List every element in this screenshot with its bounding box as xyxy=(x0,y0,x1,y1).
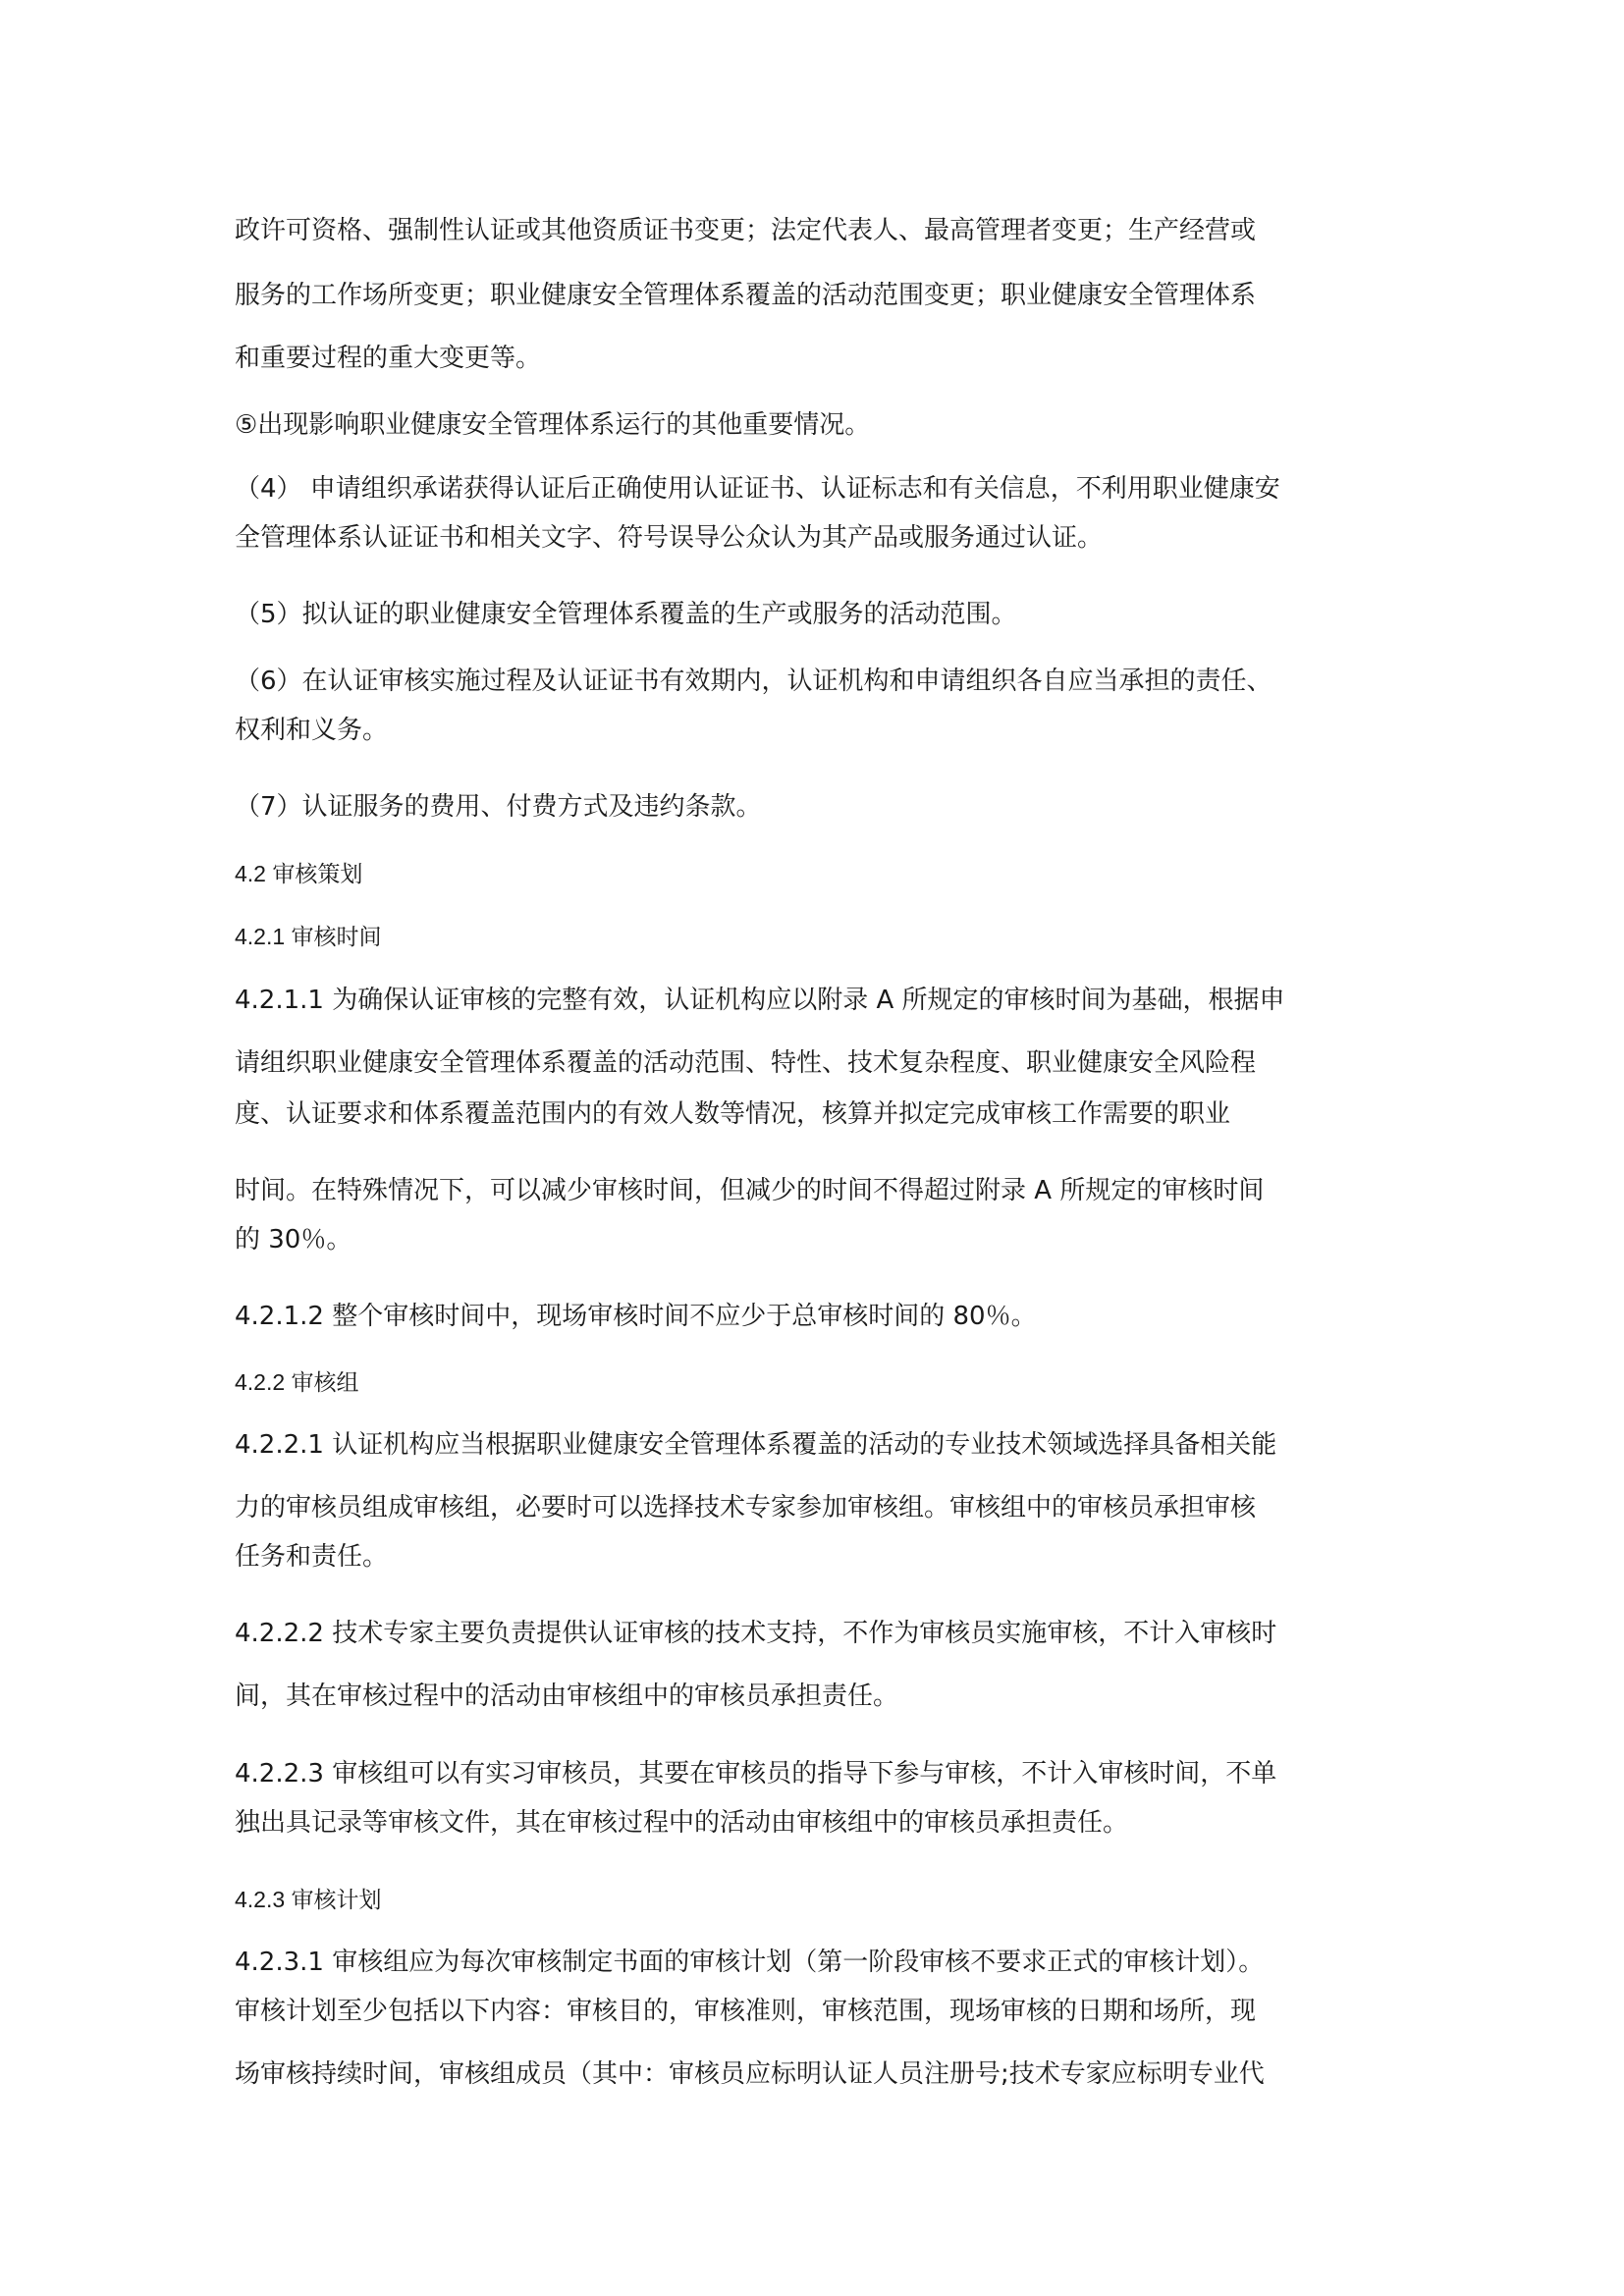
text-line: 4.2.3.1 审核组应为每次审核制定书面的审核计划（第一阶段审核不要求正式的审核计划）。 xyxy=(235,1948,1265,1977)
text-line: 度、认证要求和体系覆盖范围内的有效人数等情况，核算并拟定完成审核工作需要的职业 xyxy=(235,1099,1231,1129)
text-line: 政许可资格、强制性认证或其他资质证书变更；法定代表人、最高管理者变更；生产经营或 xyxy=(235,216,1257,245)
text-line: 服务的工作场所变更；职业健康安全管理体系覆盖的活动范围变更；职业健康安全管理体系 xyxy=(235,281,1257,310)
text-line: 独出具记录等审核文件，其在审核过程中的活动由审核组中的审核员承担责任。 xyxy=(235,1808,1129,1838)
text-line: 4.2.2.1 认证机构应当根据职业健康安全管理体系覆盖的活动的专业技术领域选择具备相关能 xyxy=(235,1430,1277,1460)
text-line: 和重要过程的重大变更等。 xyxy=(235,344,542,373)
text-line: 权利和义务。 xyxy=(235,716,389,745)
section-heading: 4.2.2 审核组 xyxy=(235,1369,359,1395)
text-line: （5）拟认证的职业健康安全管理体系覆盖的生产或服务的活动范围。 xyxy=(235,600,1017,629)
text-line: 4.2.2.2 技术专家主要负责提供认证审核的技术支持，不作为审核员实施审核，不计入审核时 xyxy=(235,1619,1277,1648)
text-line: 间，其在审核过程中的活动由审核组中的审核员承担责任。 xyxy=(235,1682,899,1711)
section-heading: 4.2.3 审核计划 xyxy=(235,1887,382,1912)
text-line: 审核计划至少包括以下内容：审核目的，审核准则，审核范围，现场审核的日期和场所，现 xyxy=(235,1997,1257,2026)
text-line: 的 30％。 xyxy=(235,1225,352,1255)
text-line: 4.2.2.3 审核组可以有实习审核员，其要在审核员的指导下参与审核，不计入审核时间，不单 xyxy=(235,1759,1277,1789)
text-line: （6）在认证审核实施过程及认证证书有效期内，认证机构和申请组织各自应当承担的责任、 xyxy=(235,667,1272,696)
text-line: 请组织职业健康安全管理体系覆盖的活动范围、特性、技术复杂程度、职业健康安全风险程 xyxy=(235,1048,1257,1078)
section-heading: 4.2 审核策划 xyxy=(235,861,363,886)
text-line: 全管理体系认证证书和相关文字、符号误导公众认为其产品或服务通过认证。 xyxy=(235,523,1104,553)
text-line: 时间。在特殊情况下，可以减少审核时间，但减少的时间不得超过附录 A 所规定的审核时间 xyxy=(235,1176,1265,1205)
text-line: 4.2.1.1 为确保认证审核的完整有效，认证机构应以附录 A 所规定的审核时间为基础，根据申 xyxy=(235,986,1285,1015)
text-line: （7）认证服务的费用、付费方式及违约条款。 xyxy=(235,792,762,822)
section-heading: 4.2.1 审核时间 xyxy=(235,924,382,949)
text-line: ⑤出现影响职业健康安全管理体系运行的其他重要情况。 xyxy=(235,410,871,440)
text-line: （4） 申请组织承诺获得认证后正确使用认证证书、认证标志和有关信息，不利用职业健康安 xyxy=(235,474,1280,504)
text-line: 力的审核员组成审核组，必要时可以选择技术专家参加审核组。审核组中的审核员承担审核 xyxy=(235,1493,1257,1522)
text-line: 场审核持续时间，审核组成员（其中：审核员应标明认证人员注册号;技术专家应标明专业代 xyxy=(235,2059,1265,2089)
text-line: 任务和责任。 xyxy=(235,1542,389,1572)
text-line: 4.2.1.2 整个审核时间中，现场审核时间不应少于总审核时间的 80％。 xyxy=(235,1302,1037,1331)
